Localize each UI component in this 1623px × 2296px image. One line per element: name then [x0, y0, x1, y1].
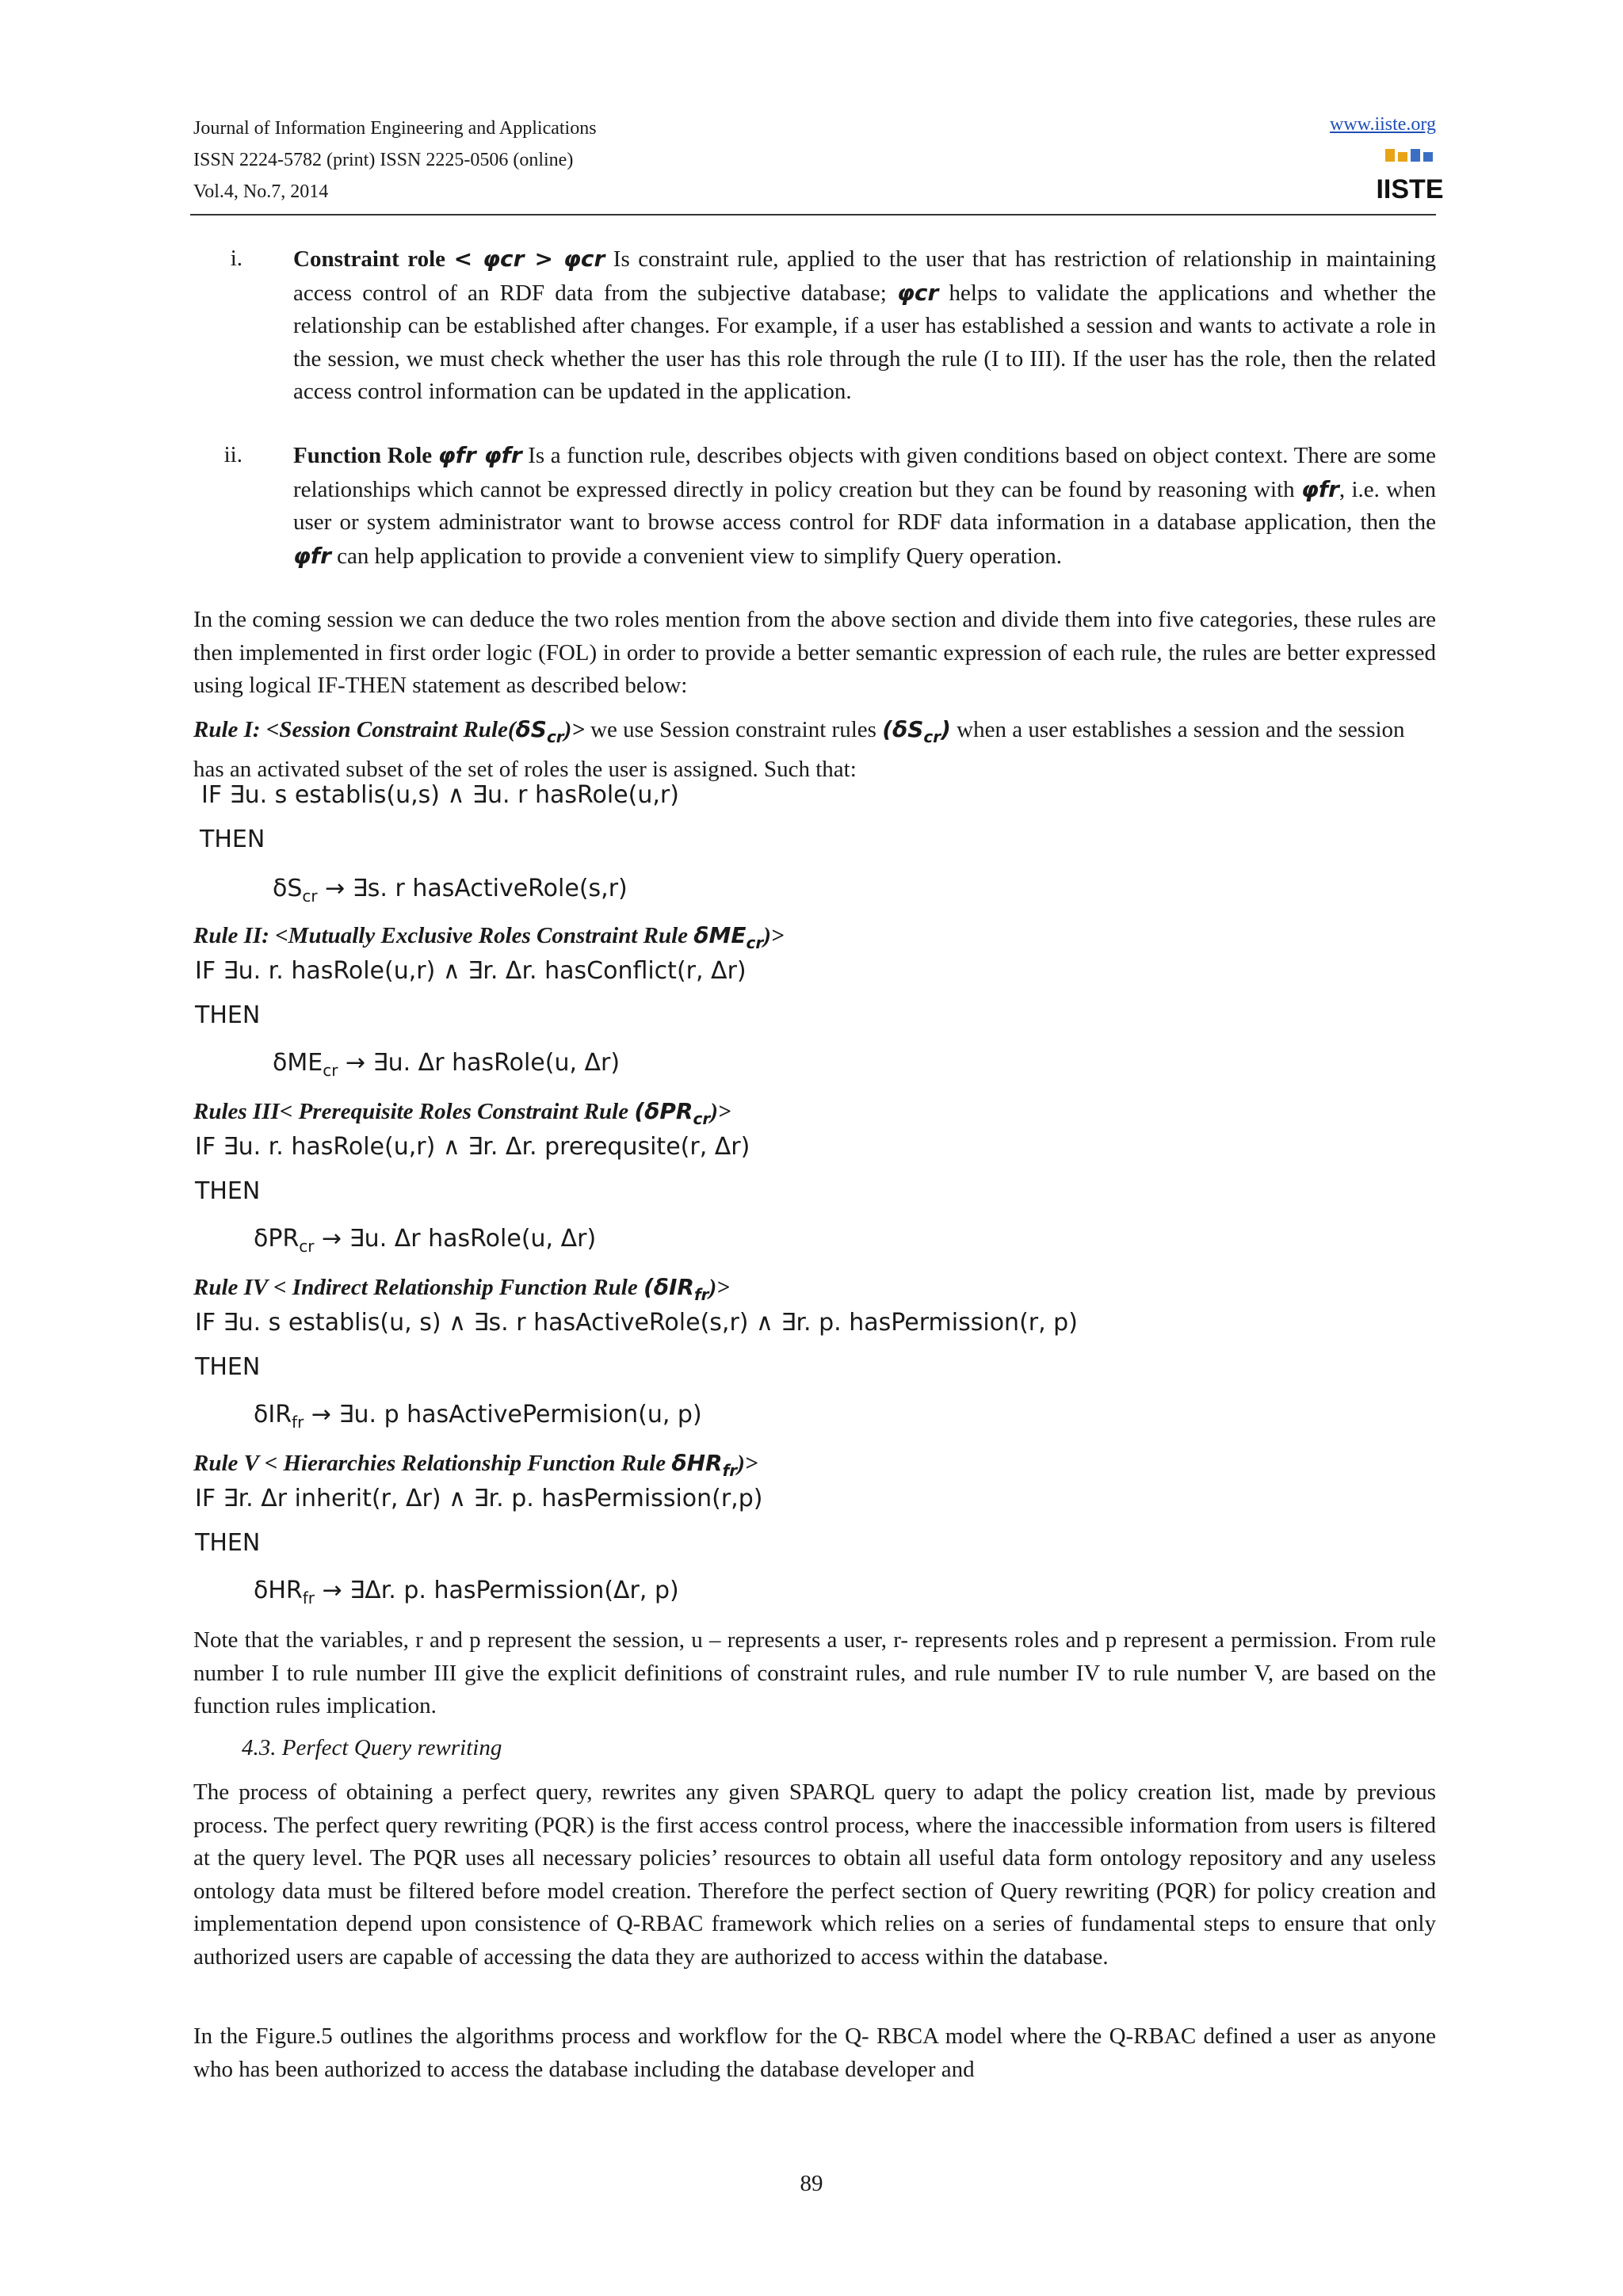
iiste-logo-icon — [1376, 147, 1444, 204]
result-expression: → ∃u. Δr hasRole(u, Δr) — [314, 1225, 597, 1253]
list-item-text: helps to validate the applications and whether the relationship can be established after changes. For example, if a user has established a session and wants to activate a role in the session, we must check whether the user has this role through the rule (I to III). If the user has the role, then the related access control information can be updated in the application. — [293, 280, 1436, 404]
page-number: 89 — [800, 2171, 823, 2196]
rule-symbol: (δPR — [634, 1098, 693, 1124]
phi-fr-symbol: φfr — [293, 542, 331, 569]
result-symbol: δS — [273, 875, 303, 902]
journal-title: Journal of Information Engineering and Applications — [193, 118, 597, 139]
rule-3-heading — [193, 1095, 1436, 1135]
rule-subscript: fr — [722, 1460, 738, 1480]
journal-volume: Vol.4, No.7, 2014 — [193, 181, 329, 202]
rule-description: when a user establishes a session and the session has an activated subset of the set of roles the user is assigned. Such that: — [193, 717, 1405, 783]
rule-2-heading — [193, 919, 1436, 959]
journal-url-link[interactable]: www.iiste.org — [1330, 114, 1436, 135]
list-item-title: Function Role — [293, 443, 433, 468]
result-expression: → ∃s. r hasActiveRole(s,r) — [317, 875, 628, 902]
note-paragraph: Note that the variables, r and p represent the session, u – represents a user, r- represents roles and p represent a permission. From rule number I to rule number III give the explicit definitions of constraint rules, and rule number IV to rule number V, are based on the function rules implication. — [193, 1627, 1436, 1718]
intro-paragraph: In the coming session we can deduce the two roles mention from the above section and divide them into five categories, these rules are then implemented in first order logic (FOL) in order to provide a better semantic expression of each rule, the rules are better expressed using logical IF-THEN statement as described below: — [193, 607, 1436, 698]
rule-1-then: THEN — [200, 826, 265, 853]
rule-symbol: δME — [693, 922, 747, 948]
rule-4-if-formula: IF ∃u. s establis(u, s) ∧ ∃s. r hasActiveRole(s,r) ∧ ∃r. p. hasPermission(r, p) — [195, 1309, 1078, 1337]
rule-subscript: cr — [546, 727, 564, 746]
rule-5-result-formula — [254, 1575, 679, 1614]
list-item-constraint-role — [293, 242, 1436, 409]
journal-issn: ISSN 2224-5782 (print) ISSN 2225-0506 (online) — [193, 150, 574, 170]
rule-subscript: cr — [746, 933, 764, 952]
svg-text:IISTE: IISTE — [1376, 174, 1444, 204]
figure-paragraph: In the Figure.5 outlines the algorithms process and workflow for the Q- RBCA model where the Q-RBAC defined a user as anyone who has been authorized to access the database including the database developer and — [193, 2023, 1436, 2082]
rule-subscript: cr — [923, 727, 941, 746]
result-expression: → ∃u. p hasActivePermision(u, p) — [304, 1401, 702, 1428]
rule-2-if-formula: IF ∃u. r. hasRole(u,r) ∧ ∃r. Δr. hasConflict(r, Δr) — [195, 957, 747, 985]
phi-cr-symbol: < φcr > φcr — [453, 246, 605, 272]
rule-3-then: THEN — [195, 1177, 261, 1205]
list-item-text: Is a function rule, describes objects with given conditions based on object context. There are some relationships which cannot be expressed directly in policy creation but they can be found by reasoning with — [293, 443, 1436, 502]
rule-title: )> — [710, 1099, 731, 1124]
result-symbol: δIR — [254, 1401, 292, 1428]
rule-symbol: δHR — [671, 1450, 723, 1476]
pqr-paragraph: The process of obtaining a perfect query, rewrites any given SPARQL query to adapt the policy creation list, made by previous process. The perfect query rewriting (PQR) is the first access control process, where the inaccessible information from users is filtered at the query level. The PQR uses all necessary policies’ resources to obtain all useful data form ontology repository and any useless ontology data must be filtered before model creation. Therefore the perfect section of Query rewriting (PQR) for policy creation and implementation depend upon consistence of Q-RBAC framework which relies on a series of fundamental steps to ensure that only authorized users are capable of accessing the data they are authorized to access within the database. — [193, 1779, 1436, 1970]
list-item-title: Constraint role — [293, 246, 446, 272]
result-subscript: cr — [323, 1061, 338, 1080]
rule-1-if-formula: IF ∃u. s establis(u,s) ∧ ∃u. r hasRole(u,r) — [201, 781, 679, 809]
rule-symbol: ) — [941, 716, 951, 742]
rule-title: )> — [737, 1451, 758, 1476]
rule-subscript: cr — [693, 1108, 711, 1128]
list-number: ii. — [223, 442, 242, 467]
rule-description: we use Session constraint rules — [584, 717, 883, 742]
rule-5-heading — [193, 1447, 1436, 1487]
section-heading: 4.3. Perfect Query rewriting — [242, 1735, 502, 1760]
result-subscript: cr — [299, 1237, 315, 1256]
phi-cr-symbol: φcr — [897, 279, 939, 306]
rule-symbol: δS — [515, 716, 547, 742]
rule-title: Rule V < Hierarchies Relationship Function Rule — [193, 1451, 672, 1476]
rule-3-if-formula: IF ∃u. r. hasRole(u,r) ∧ ∃r. Δr. prerequsite(r, Δr) — [195, 1133, 750, 1161]
list-item-text: Is constraint rule, applied to the user that has restriction of relationship in maintaining access control of an RDF data from the subjective database; — [293, 246, 1436, 306]
rule-5-if-formula: IF ∃r. Δr inherit(r, Δr) ∧ ∃r. p. hasPermission(r,p) — [195, 1485, 763, 1512]
rule-title: Rule IV < Indirect Relationship Function Rule — [193, 1275, 643, 1300]
rule-title: )> — [563, 717, 585, 742]
rule-2-result-formula — [273, 1047, 620, 1086]
rule-1-result-formula — [273, 873, 628, 912]
phi-fr-symbol: φfr — [1300, 475, 1339, 502]
rule-symbol: (δS — [882, 716, 924, 742]
list-number: i. — [230, 246, 242, 271]
rule-symbol: (δIR — [643, 1274, 694, 1300]
rule-1-heading — [193, 713, 1436, 787]
rule-title: Rules III< Prerequisite Roles Constraint Rule — [193, 1099, 635, 1124]
result-expression: → ∃Δr. p. hasPermission(Δr, p) — [315, 1577, 679, 1604]
rule-3-result-formula — [254, 1223, 596, 1262]
result-subscript: fr — [302, 1589, 315, 1608]
rule-title: )> — [763, 923, 785, 948]
rule-title: Rule I: <Session Constraint Rule( — [193, 717, 516, 742]
result-expression: → ∃u. Δr hasRole(u, Δr) — [338, 1049, 621, 1077]
result-symbol: δME — [273, 1049, 323, 1077]
rule-title: )> — [708, 1275, 730, 1300]
list-item-function-role — [293, 439, 1436, 573]
rule-5-then: THEN — [195, 1529, 261, 1557]
rule-4-result-formula — [254, 1399, 702, 1438]
header-divider — [190, 214, 1436, 215]
rule-subscript: fr — [693, 1284, 709, 1304]
rule-4-heading — [193, 1271, 1436, 1311]
rule-title: Rule II: <Mutually Exclusive Roles Constraint Rule — [193, 923, 694, 948]
result-symbol: δPR — [254, 1225, 300, 1253]
result-symbol: δHR — [254, 1577, 303, 1604]
rule-4-then: THEN — [195, 1353, 261, 1381]
result-subscript: cr — [302, 887, 318, 906]
result-subscript: fr — [292, 1413, 304, 1432]
list-item-text: can help application to provide a convenient view to simplify Query operation. — [330, 543, 1063, 569]
phi-fr-symbol: φfr φfr — [437, 442, 522, 468]
rule-2-then: THEN — [195, 1001, 261, 1029]
list-item-text: , i.e. when user or system administrator want to browse access control for RDF data information in a database application, then the — [293, 476, 1436, 535]
